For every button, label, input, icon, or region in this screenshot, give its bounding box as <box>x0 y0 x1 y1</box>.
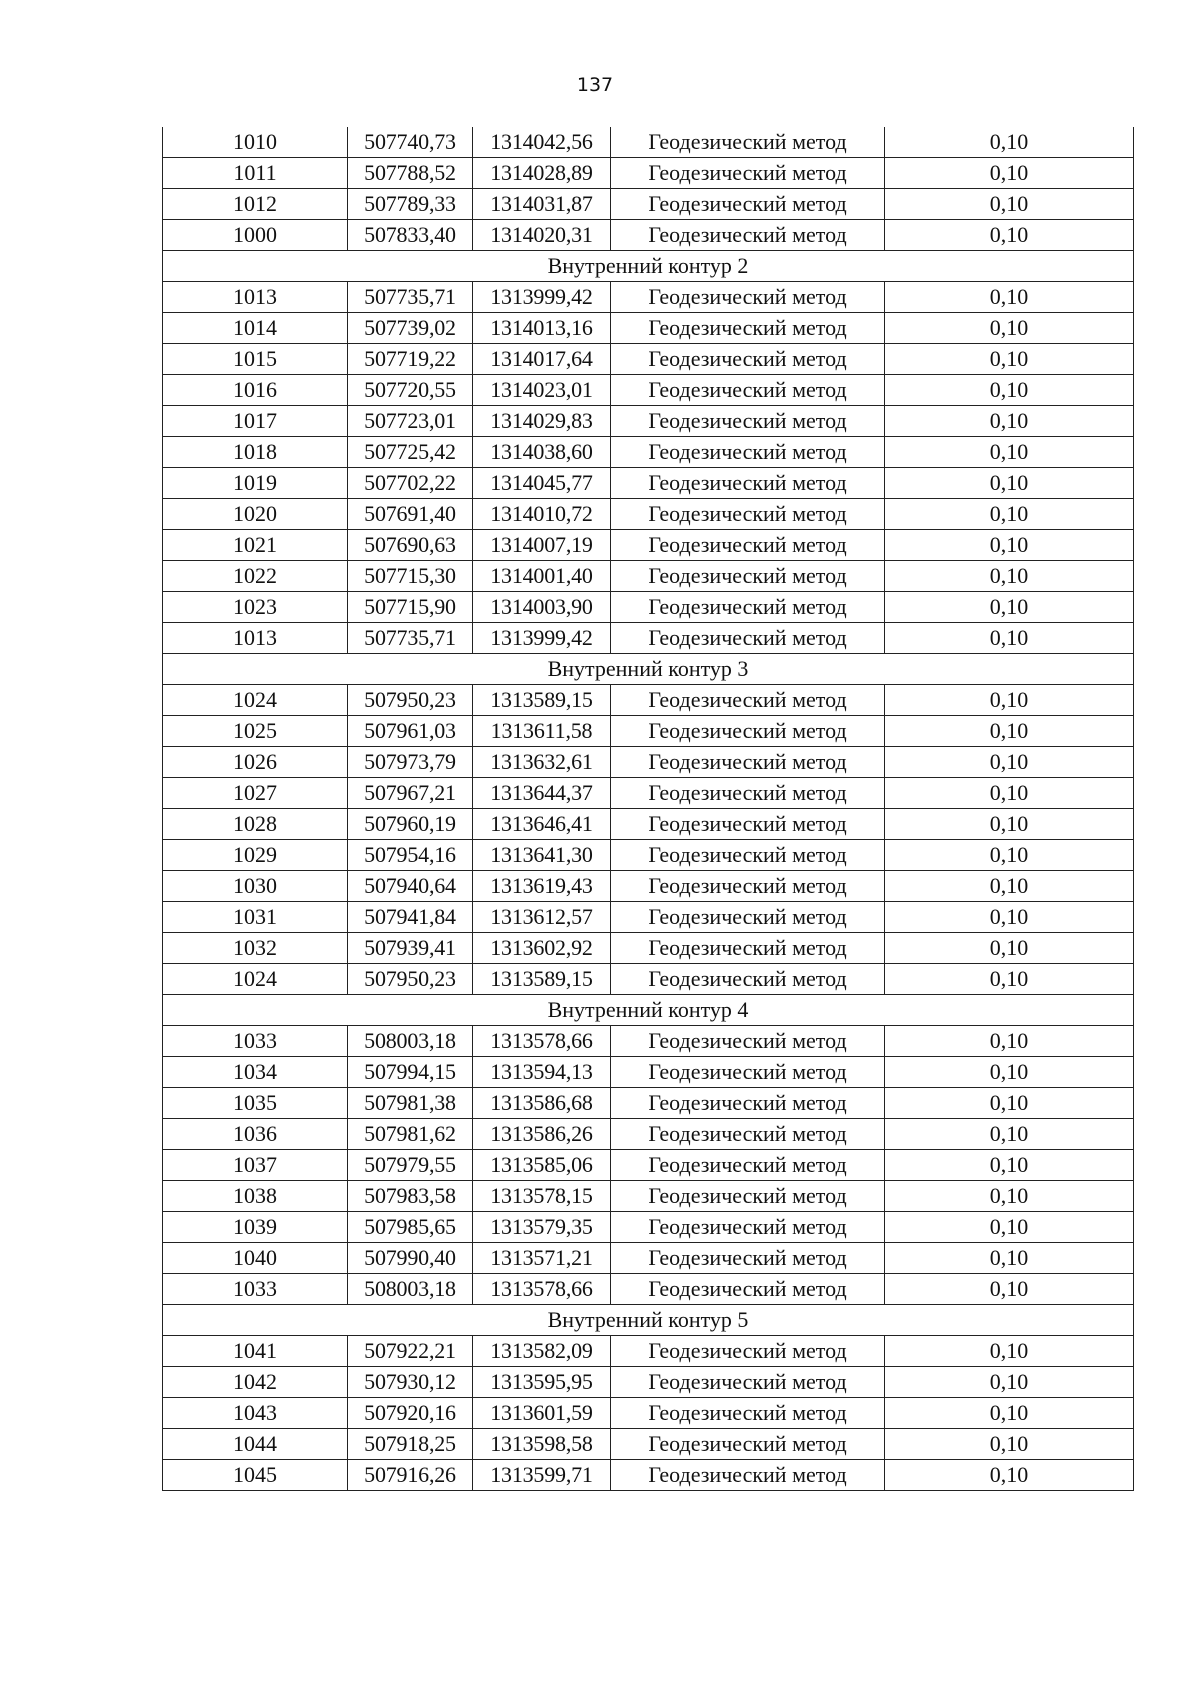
point-number-cell: 1011 <box>163 158 348 189</box>
point-number-cell: 1044 <box>163 1429 348 1460</box>
accuracy-cell: 0,10 <box>885 716 1134 747</box>
y-coordinate-cell: 1314042,56 <box>473 127 611 158</box>
accuracy-cell: 0,10 <box>885 406 1134 437</box>
y-coordinate-cell: 1313641,30 <box>473 840 611 871</box>
method-cell: Геодезический метод <box>611 964 885 995</box>
y-coordinate-cell: 1314031,87 <box>473 189 611 220</box>
accuracy-cell: 0,10 <box>885 220 1134 251</box>
x-coordinate-cell: 508003,18 <box>348 1274 473 1305</box>
x-coordinate-cell: 507690,63 <box>348 530 473 561</box>
point-number-cell: 1021 <box>163 530 348 561</box>
point-number-cell: 1038 <box>163 1181 348 1212</box>
section-title: Внутренний контур 3 <box>163 654 1134 685</box>
point-number-cell: 1042 <box>163 1367 348 1398</box>
accuracy-cell: 0,10 <box>885 902 1134 933</box>
table-row <box>163 1181 1134 1212</box>
coordinates-table <box>162 127 1134 1491</box>
accuracy-cell: 0,10 <box>885 685 1134 716</box>
table-row <box>163 685 1134 716</box>
x-coordinate-cell: 507715,90 <box>348 592 473 623</box>
point-number-cell: 1016 <box>163 375 348 406</box>
point-number-cell: 1040 <box>163 1243 348 1274</box>
table-row <box>163 902 1134 933</box>
point-number-cell: 1020 <box>163 499 348 530</box>
method-cell: Геодезический метод <box>611 1181 885 1212</box>
method-cell: Геодезический метод <box>611 933 885 964</box>
section-title: Внутренний контур 5 <box>163 1305 1134 1336</box>
method-cell: Геодезический метод <box>611 902 885 933</box>
method-cell: Геодезический метод <box>611 778 885 809</box>
table-row <box>163 778 1134 809</box>
table-row <box>163 1119 1134 1150</box>
accuracy-cell: 0,10 <box>885 127 1134 158</box>
y-coordinate-cell: 1313594,13 <box>473 1057 611 1088</box>
point-number-cell: 1014 <box>163 313 348 344</box>
table-row <box>163 1243 1134 1274</box>
table-row <box>163 1367 1134 1398</box>
method-cell: Геодезический метод <box>611 561 885 592</box>
y-coordinate-cell: 1314007,19 <box>473 530 611 561</box>
method-cell: Геодезический метод <box>611 406 885 437</box>
point-number-cell: 1024 <box>163 685 348 716</box>
y-coordinate-cell: 1313595,95 <box>473 1367 611 1398</box>
method-cell: Геодезический метод <box>611 158 885 189</box>
table-row <box>163 1026 1134 1057</box>
y-coordinate-cell: 1313586,26 <box>473 1119 611 1150</box>
point-number-cell: 1043 <box>163 1398 348 1429</box>
section-title: Внутренний контур 4 <box>163 995 1134 1026</box>
point-number-cell: 1015 <box>163 344 348 375</box>
method-cell: Геодезический метод <box>611 1274 885 1305</box>
x-coordinate-cell: 507973,79 <box>348 747 473 778</box>
x-coordinate-cell: 507950,23 <box>348 685 473 716</box>
method-cell: Геодезический метод <box>611 840 885 871</box>
y-coordinate-cell: 1313999,42 <box>473 282 611 313</box>
table-row <box>163 344 1134 375</box>
x-coordinate-cell: 507735,71 <box>348 623 473 654</box>
method-cell: Геодезический метод <box>611 468 885 499</box>
x-coordinate-cell: 507954,16 <box>348 840 473 871</box>
x-coordinate-cell: 507833,40 <box>348 220 473 251</box>
method-cell: Геодезический метод <box>611 1336 885 1367</box>
table-row <box>163 530 1134 561</box>
accuracy-cell: 0,10 <box>885 499 1134 530</box>
accuracy-cell: 0,10 <box>885 592 1134 623</box>
accuracy-cell: 0,10 <box>885 871 1134 902</box>
y-coordinate-cell: 1313586,68 <box>473 1088 611 1119</box>
table-row <box>163 1212 1134 1243</box>
y-coordinate-cell: 1314045,77 <box>473 468 611 499</box>
accuracy-cell: 0,10 <box>885 1429 1134 1460</box>
x-coordinate-cell: 507967,21 <box>348 778 473 809</box>
x-coordinate-cell: 507961,03 <box>348 716 473 747</box>
x-coordinate-cell: 507916,26 <box>348 1460 473 1491</box>
y-coordinate-cell: 1314013,16 <box>473 313 611 344</box>
section-header-row <box>163 1305 1134 1336</box>
point-number-cell: 1013 <box>163 623 348 654</box>
accuracy-cell: 0,10 <box>885 964 1134 995</box>
y-coordinate-cell: 1313578,66 <box>473 1026 611 1057</box>
table-row <box>163 158 1134 189</box>
point-number-cell: 1026 <box>163 747 348 778</box>
method-cell: Геодезический метод <box>611 592 885 623</box>
method-cell: Геодезический метод <box>611 530 885 561</box>
point-number-cell: 1028 <box>163 809 348 840</box>
accuracy-cell: 0,10 <box>885 1026 1134 1057</box>
y-coordinate-cell: 1313612,57 <box>473 902 611 933</box>
y-coordinate-cell: 1313589,15 <box>473 685 611 716</box>
accuracy-cell: 0,10 <box>885 1274 1134 1305</box>
accuracy-cell: 0,10 <box>885 1460 1134 1491</box>
method-cell: Геодезический метод <box>611 1212 885 1243</box>
point-number-cell: 1029 <box>163 840 348 871</box>
x-coordinate-cell: 507939,41 <box>348 933 473 964</box>
accuracy-cell: 0,10 <box>885 158 1134 189</box>
table-row <box>163 1429 1134 1460</box>
table-row <box>163 499 1134 530</box>
y-coordinate-cell: 1314001,40 <box>473 561 611 592</box>
x-coordinate-cell: 507981,62 <box>348 1119 473 1150</box>
accuracy-cell: 0,10 <box>885 313 1134 344</box>
x-coordinate-cell: 507723,01 <box>348 406 473 437</box>
point-number-cell: 1041 <box>163 1336 348 1367</box>
x-coordinate-cell: 507691,40 <box>348 499 473 530</box>
point-number-cell: 1037 <box>163 1150 348 1181</box>
y-coordinate-cell: 1313611,58 <box>473 716 611 747</box>
y-coordinate-cell: 1313619,43 <box>473 871 611 902</box>
x-coordinate-cell: 507990,40 <box>348 1243 473 1274</box>
y-coordinate-cell: 1314017,64 <box>473 344 611 375</box>
y-coordinate-cell: 1313578,15 <box>473 1181 611 1212</box>
method-cell: Геодезический метод <box>611 344 885 375</box>
accuracy-cell: 0,10 <box>885 1119 1134 1150</box>
y-coordinate-cell: 1314010,72 <box>473 499 611 530</box>
y-coordinate-cell: 1314038,60 <box>473 437 611 468</box>
table-row <box>163 375 1134 406</box>
method-cell: Геодезический метод <box>611 437 885 468</box>
x-coordinate-cell: 507735,71 <box>348 282 473 313</box>
point-number-cell: 1032 <box>163 933 348 964</box>
point-number-cell: 1036 <box>163 1119 348 1150</box>
table-row <box>163 127 1134 158</box>
accuracy-cell: 0,10 <box>885 1212 1134 1243</box>
accuracy-cell: 0,10 <box>885 1150 1134 1181</box>
table-row <box>163 1088 1134 1119</box>
point-number-cell: 1035 <box>163 1088 348 1119</box>
table-row <box>163 716 1134 747</box>
point-number-cell: 1012 <box>163 189 348 220</box>
x-coordinate-cell: 507720,55 <box>348 375 473 406</box>
method-cell: Геодезический метод <box>611 809 885 840</box>
accuracy-cell: 0,10 <box>885 933 1134 964</box>
point-number-cell: 1018 <box>163 437 348 468</box>
y-coordinate-cell: 1313599,71 <box>473 1460 611 1491</box>
y-coordinate-cell: 1313589,15 <box>473 964 611 995</box>
accuracy-cell: 0,10 <box>885 375 1134 406</box>
x-coordinate-cell: 507725,42 <box>348 437 473 468</box>
y-coordinate-cell: 1313571,21 <box>473 1243 611 1274</box>
x-coordinate-cell: 507930,12 <box>348 1367 473 1398</box>
y-coordinate-cell: 1314023,01 <box>473 375 611 406</box>
accuracy-cell: 0,10 <box>885 623 1134 654</box>
y-coordinate-cell: 1314020,31 <box>473 220 611 251</box>
accuracy-cell: 0,10 <box>885 1243 1134 1274</box>
method-cell: Геодезический метод <box>611 375 885 406</box>
y-coordinate-cell: 1313646,41 <box>473 809 611 840</box>
method-cell: Геодезический метод <box>611 499 885 530</box>
x-coordinate-cell: 507920,16 <box>348 1398 473 1429</box>
y-coordinate-cell: 1313598,58 <box>473 1429 611 1460</box>
x-coordinate-cell: 507941,84 <box>348 902 473 933</box>
x-coordinate-cell: 507789,33 <box>348 189 473 220</box>
point-number-cell: 1010 <box>163 127 348 158</box>
table-row <box>163 189 1134 220</box>
accuracy-cell: 0,10 <box>885 1057 1134 1088</box>
method-cell: Геодезический метод <box>611 1088 885 1119</box>
method-cell: Геодезический метод <box>611 282 885 313</box>
x-coordinate-cell: 507740,73 <box>348 127 473 158</box>
section-header-row <box>163 654 1134 685</box>
y-coordinate-cell: 1313585,06 <box>473 1150 611 1181</box>
point-number-cell: 1022 <box>163 561 348 592</box>
table-row <box>163 1460 1134 1491</box>
table-row <box>163 1336 1134 1367</box>
x-coordinate-cell: 507979,55 <box>348 1150 473 1181</box>
method-cell: Геодезический метод <box>611 871 885 902</box>
x-coordinate-cell: 508003,18 <box>348 1026 473 1057</box>
accuracy-cell: 0,10 <box>885 468 1134 499</box>
y-coordinate-cell: 1313578,66 <box>473 1274 611 1305</box>
method-cell: Геодезический метод <box>611 1243 885 1274</box>
table-row <box>163 313 1134 344</box>
method-cell: Геодезический метод <box>611 1150 885 1181</box>
point-number-cell: 1023 <box>163 592 348 623</box>
method-cell: Геодезический метод <box>611 1026 885 1057</box>
x-coordinate-cell: 507960,19 <box>348 809 473 840</box>
method-cell: Геодезический метод <box>611 1119 885 1150</box>
point-number-cell: 1013 <box>163 282 348 313</box>
x-coordinate-cell: 507719,22 <box>348 344 473 375</box>
point-number-cell: 1027 <box>163 778 348 809</box>
x-coordinate-cell: 507981,38 <box>348 1088 473 1119</box>
table-row <box>163 282 1134 313</box>
table-row <box>163 840 1134 871</box>
table-row <box>163 623 1134 654</box>
y-coordinate-cell: 1314003,90 <box>473 592 611 623</box>
point-number-cell: 1033 <box>163 1026 348 1057</box>
point-number-cell: 1017 <box>163 406 348 437</box>
point-number-cell: 1031 <box>163 902 348 933</box>
method-cell: Геодезический метод <box>611 623 885 654</box>
point-number-cell: 1033 <box>163 1274 348 1305</box>
y-coordinate-cell: 1313999,42 <box>473 623 611 654</box>
method-cell: Геодезический метод <box>611 1367 885 1398</box>
x-coordinate-cell: 507922,21 <box>348 1336 473 1367</box>
accuracy-cell: 0,10 <box>885 1336 1134 1367</box>
accuracy-cell: 0,10 <box>885 747 1134 778</box>
coordinates-table-body <box>163 127 1134 1491</box>
accuracy-cell: 0,10 <box>885 778 1134 809</box>
accuracy-cell: 0,10 <box>885 561 1134 592</box>
table-row <box>163 871 1134 902</box>
y-coordinate-cell: 1313601,59 <box>473 1398 611 1429</box>
x-coordinate-cell: 507983,58 <box>348 1181 473 1212</box>
y-coordinate-cell: 1313602,92 <box>473 933 611 964</box>
point-number-cell: 1000 <box>163 220 348 251</box>
accuracy-cell: 0,10 <box>885 809 1134 840</box>
accuracy-cell: 0,10 <box>885 530 1134 561</box>
x-coordinate-cell: 507739,02 <box>348 313 473 344</box>
accuracy-cell: 0,10 <box>885 189 1134 220</box>
point-number-cell: 1030 <box>163 871 348 902</box>
table-row <box>163 964 1134 995</box>
x-coordinate-cell: 507715,30 <box>348 561 473 592</box>
method-cell: Геодезический метод <box>611 1460 885 1491</box>
accuracy-cell: 0,10 <box>885 840 1134 871</box>
table-row <box>163 747 1134 778</box>
method-cell: Геодезический метод <box>611 1057 885 1088</box>
table-row <box>163 809 1134 840</box>
table-row <box>163 468 1134 499</box>
table-row <box>163 1150 1134 1181</box>
y-coordinate-cell: 1314029,83 <box>473 406 611 437</box>
method-cell: Геодезический метод <box>611 220 885 251</box>
x-coordinate-cell: 507940,64 <box>348 871 473 902</box>
table-row <box>163 437 1134 468</box>
x-coordinate-cell: 507994,15 <box>348 1057 473 1088</box>
method-cell: Геодезический метод <box>611 685 885 716</box>
y-coordinate-cell: 1314028,89 <box>473 158 611 189</box>
x-coordinate-cell: 507985,65 <box>348 1212 473 1243</box>
point-number-cell: 1025 <box>163 716 348 747</box>
table-row <box>163 561 1134 592</box>
y-coordinate-cell: 1313579,35 <box>473 1212 611 1243</box>
page-number: 137 <box>576 74 614 96</box>
table-row <box>163 1057 1134 1088</box>
x-coordinate-cell: 507702,22 <box>348 468 473 499</box>
y-coordinate-cell: 1313632,61 <box>473 747 611 778</box>
x-coordinate-cell: 507788,52 <box>348 158 473 189</box>
accuracy-cell: 0,10 <box>885 1367 1134 1398</box>
accuracy-cell: 0,10 <box>885 1181 1134 1212</box>
table-row <box>163 1398 1134 1429</box>
x-coordinate-cell: 507950,23 <box>348 964 473 995</box>
method-cell: Геодезический метод <box>611 716 885 747</box>
method-cell: Геодезический метод <box>611 1429 885 1460</box>
accuracy-cell: 0,10 <box>885 1088 1134 1119</box>
point-number-cell: 1034 <box>163 1057 348 1088</box>
section-title: Внутренний контур 2 <box>163 251 1134 282</box>
method-cell: Геодезический метод <box>611 313 885 344</box>
method-cell: Геодезический метод <box>611 1398 885 1429</box>
y-coordinate-cell: 1313582,09 <box>473 1336 611 1367</box>
table-row <box>163 1274 1134 1305</box>
point-number-cell: 1045 <box>163 1460 348 1491</box>
point-number-cell: 1019 <box>163 468 348 499</box>
y-coordinate-cell: 1313644,37 <box>473 778 611 809</box>
section-header-row <box>163 251 1134 282</box>
accuracy-cell: 0,10 <box>885 344 1134 375</box>
method-cell: Геодезический метод <box>611 747 885 778</box>
point-number-cell: 1024 <box>163 964 348 995</box>
x-coordinate-cell: 507918,25 <box>348 1429 473 1460</box>
method-cell: Геодезический метод <box>611 189 885 220</box>
table-row <box>163 406 1134 437</box>
accuracy-cell: 0,10 <box>885 437 1134 468</box>
table-row <box>163 592 1134 623</box>
accuracy-cell: 0,10 <box>885 1398 1134 1429</box>
method-cell: Геодезический метод <box>611 127 885 158</box>
section-header-row <box>163 995 1134 1026</box>
table-row <box>163 220 1134 251</box>
table-row <box>163 933 1134 964</box>
point-number-cell: 1039 <box>163 1212 348 1243</box>
accuracy-cell: 0,10 <box>885 282 1134 313</box>
